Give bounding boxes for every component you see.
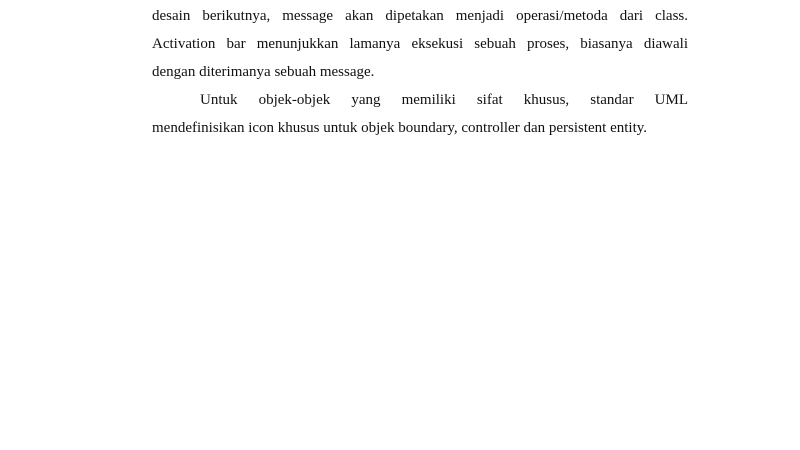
paragraph-activation-bar bbox=[152, 0, 688, 86]
paragraph-line: Activation bar menunjukkan lamanya eksekusi sebuah proses, biasanya diawali bbox=[152, 36, 688, 52]
paragraph-uml-icons bbox=[152, 86, 688, 142]
paragraph-line: desain berikutnya, message akan dipetakan menjadi operasi/metoda dari class. bbox=[152, 8, 688, 24]
paragraph-line: Untuk objek-objek yang memiliki sifat khusus, standar UML bbox=[200, 92, 688, 108]
paragraph-line: dengan diterimanya sebuah message. bbox=[152, 64, 375, 80]
document-page bbox=[152, 0, 688, 142]
paragraph-line: mendefinisikan icon khusus untuk objek boundary, controller dan persistent entity. bbox=[152, 120, 648, 136]
